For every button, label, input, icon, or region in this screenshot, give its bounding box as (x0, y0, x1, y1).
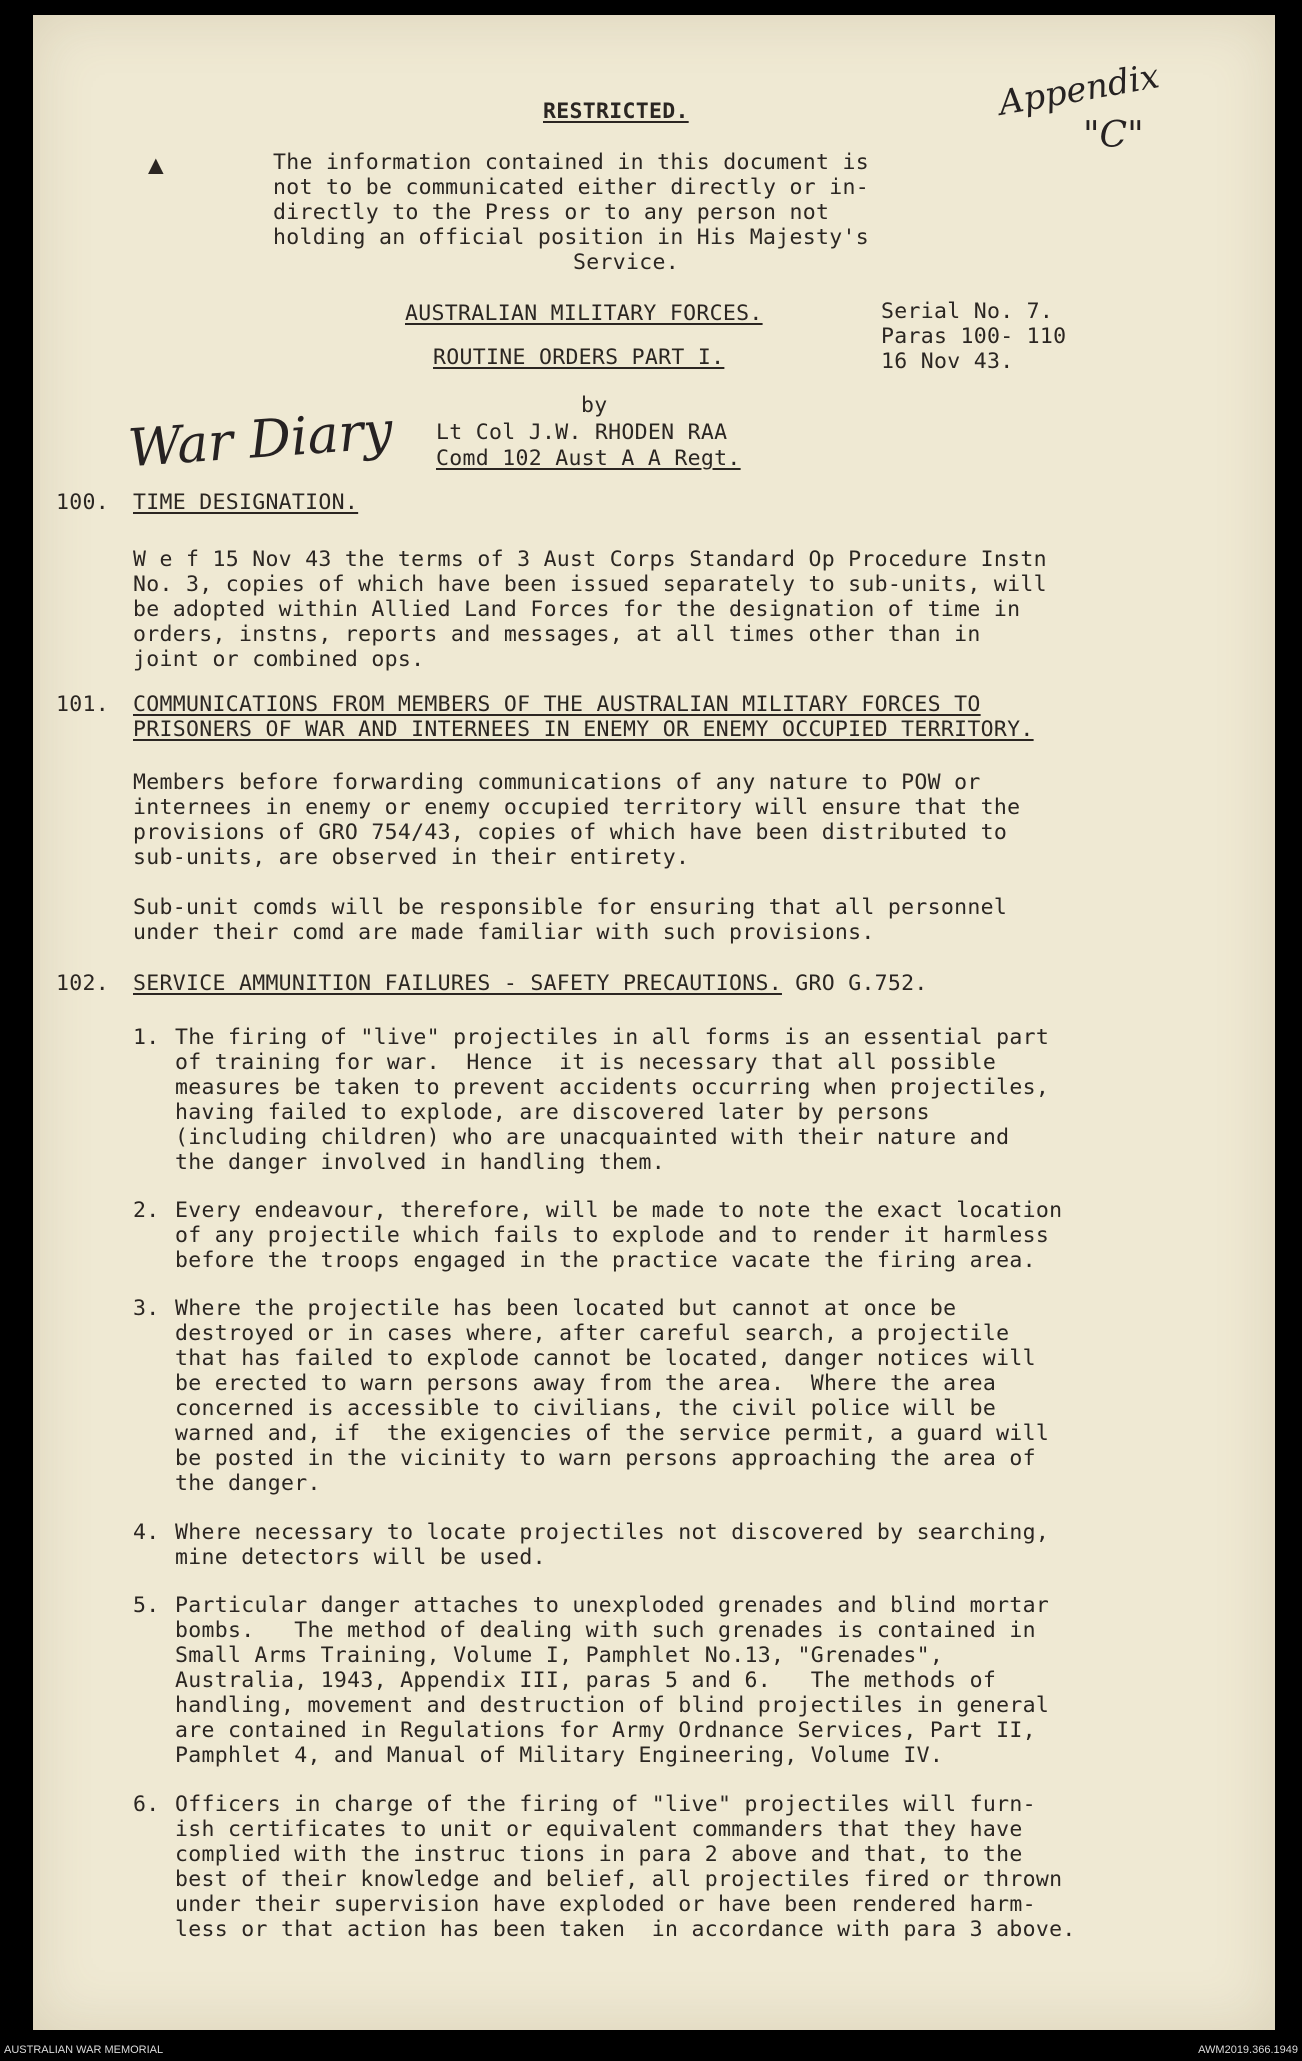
body-line: Members before forwarding communications of any nature to POW or (133, 770, 981, 795)
title-line: COMMUNICATIONS FROM MEMBERS OF THE AUSTRALIAN MILITARY FORCES TO (133, 692, 981, 717)
title-line: PRISONERS OF WAR AND INTERNEES IN ENEMY OR ENEMY OCCUPIED TERRITORY. (133, 717, 1034, 742)
item-number: 6. (133, 1792, 160, 1817)
by-label: by (581, 393, 608, 418)
item-line: Small Arms Training, Volume I, Pamphlet No.13, "Grenades", (175, 1643, 944, 1668)
item-line: bombs. The method of dealing with such grenades is contained in (175, 1618, 1036, 1643)
item-line: Australia, 1943, Appendix III, paras 5 and 6. The methods of (175, 1668, 997, 1693)
serial-number: Serial No. 7. (881, 299, 1054, 324)
item-line: measures be taken to prevent accidents occurring when projectiles, (175, 1075, 1050, 1100)
para-number: 102. (56, 971, 109, 996)
notice-line: The information contained in this document is (273, 150, 869, 175)
item-text (175, 1593, 1049, 1768)
item-text (175, 1296, 1049, 1496)
item-number: 5. (133, 1593, 160, 1618)
item-line: best of their knowledge and belief, all projectiles fired or thrown (175, 1867, 1063, 1892)
item-line: Where the projectile has been located but cannot at once be (175, 1296, 957, 1321)
footer-source: AUSTRALIAN WAR MEMORIAL (4, 2044, 164, 2056)
routine-orders-heading: ROUTINE ORDERS PART I. (433, 345, 725, 370)
item-line: before the troops engaged in the practice vacate the firing area. (175, 1248, 1036, 1273)
para-number: 101. (56, 692, 109, 717)
item-line: ish certificates to unit or equivalent commanders that they have (175, 1817, 1023, 1842)
item-line: Officers in charge of the firing of "live" projectiles will furn- (175, 1792, 1036, 1817)
forces-heading: AUSTRALIAN MILITARY FORCES. (405, 301, 763, 326)
issue-date: 16 Nov 43. (881, 349, 1014, 374)
officer-name: Lt Col J.W. RHODEN RAA (436, 420, 728, 445)
item-line: mine detectors will be used. (175, 1545, 546, 1570)
para-title: TIME DESIGNATION. (133, 490, 359, 515)
body-line: Sub-unit comds will be responsible for ensuring that all personnel (133, 895, 1008, 920)
restriction-notice (273, 150, 869, 275)
item-line: warned and, if the exigencies of the service permit, a guard will (175, 1421, 1050, 1446)
body-line: orders, instns, reports and messages, at all times other than in (133, 622, 981, 647)
item-number: 3. (133, 1296, 160, 1321)
item-line: (including children) who are unacquainted with their nature and (175, 1125, 1010, 1150)
item-line: destroyed or in cases where, after careful search, a projectile (175, 1321, 1010, 1346)
item-text (175, 1198, 1062, 1273)
notice-line: directly to the Press or to any person not (273, 200, 830, 225)
handwritten-appendix: Appendix (995, 56, 1163, 124)
handwritten-war-diary: War Diary (126, 400, 395, 480)
restricted-heading: RESTRICTED. (543, 99, 689, 124)
officer-command: Comd 102 Aust A A Regt. (436, 446, 741, 471)
title-reference: GRO G.752. (795, 971, 928, 996)
item-line: complied with the instruc tions in para 2 above and that, to the (175, 1842, 1023, 1867)
item-line: under their supervision have exploded or have been rendered harm- (175, 1892, 1036, 1917)
notice-line: holding an official position in His Majesty's (273, 225, 869, 250)
item-line: the danger. (175, 1471, 321, 1496)
item-line: Where necessary to locate projectiles not discovered by searching, (175, 1520, 1050, 1545)
item-number: 1. (133, 1025, 160, 1050)
item-line: Particular danger attaches to unexploded grenades and blind mortar (175, 1593, 1050, 1618)
body-line: joint or combined ops. (133, 647, 425, 672)
item-line: that has failed to explode cannot be located, danger notices will (175, 1346, 1036, 1371)
document-page (33, 15, 1275, 2030)
notice-line: not to be communicated either directly or in- (273, 175, 869, 200)
body-line: under their comd are made familiar with such provisions. (133, 920, 875, 945)
item-line: be posted in the vicinity to warn persons approaching the area of (175, 1446, 1036, 1471)
body-line: internees in enemy or enemy occupied territory will ensure that the (133, 795, 1021, 820)
para-body (133, 895, 1007, 945)
para-title (133, 971, 928, 996)
body-line: sub-units, are observed in their entirety. (133, 845, 690, 870)
para-number: 100. (56, 490, 109, 515)
item-number: 4. (133, 1520, 160, 1545)
item-line: the danger involved in handling them. (175, 1150, 666, 1175)
item-line: concerned is accessible to civilians, the civil police will be (175, 1396, 997, 1421)
warning-triangle-icon: ▲ (148, 150, 164, 180)
item-line: Pamphlet 4, and Manual of Military Engineering, Volume IV. (175, 1743, 944, 1768)
archive-footer (0, 2040, 1302, 2061)
item-line: Every endeavour, therefore, will be made to note the exact location (175, 1198, 1063, 1223)
item-text (175, 1792, 1076, 1942)
item-line: having failed to explode, are discovered later by persons (175, 1100, 930, 1125)
handwritten-appendix-letter: "C" (1083, 115, 1144, 156)
item-line: handling, movement and destruction of blind projectiles in general (175, 1693, 1050, 1718)
paras-range: Paras 100- 110 (881, 324, 1067, 349)
item-text (175, 1025, 1049, 1175)
item-number: 2. (133, 1198, 160, 1223)
title-line: SERVICE AMMUNITION FAILURES - SAFETY PRECAUTIONS. (133, 971, 782, 996)
serial-block (881, 299, 1066, 374)
body-line: W e f 15 Nov 43 the terms of 3 Aust Corps Standard Op Procedure Instn (133, 547, 1047, 572)
item-line: are contained in Regulations for Army Ordnance Services, Part II, (175, 1718, 1036, 1743)
item-text (175, 1520, 1049, 1570)
body-line: No. 3, copies of which have been issued separately to sub-units, will (133, 572, 1047, 597)
item-line: be erected to warn persons away from the area. Where the area (175, 1371, 997, 1396)
para-title (133, 692, 1034, 742)
para-body (133, 770, 1020, 870)
item-line: of training for war. Hence it is necessary that all possible (175, 1050, 997, 1075)
item-line: less or that action has been taken in accordance with para 3 above. (175, 1917, 1076, 1942)
item-line: The firing of "live" projectiles in all forms is an essential part (175, 1025, 1050, 1050)
para-body (133, 547, 1047, 672)
notice-line: Service. (573, 250, 679, 275)
footer-accession: AWM2019.366.1949 (1198, 2044, 1298, 2056)
body-line: be adopted within Allied Land Forces for the designation of time in (133, 597, 1021, 622)
item-line: of any projectile which fails to explode and to render it harmless (175, 1223, 1050, 1248)
body-line: provisions of GRO 754/43, copies of which have been distributed to (133, 820, 1008, 845)
